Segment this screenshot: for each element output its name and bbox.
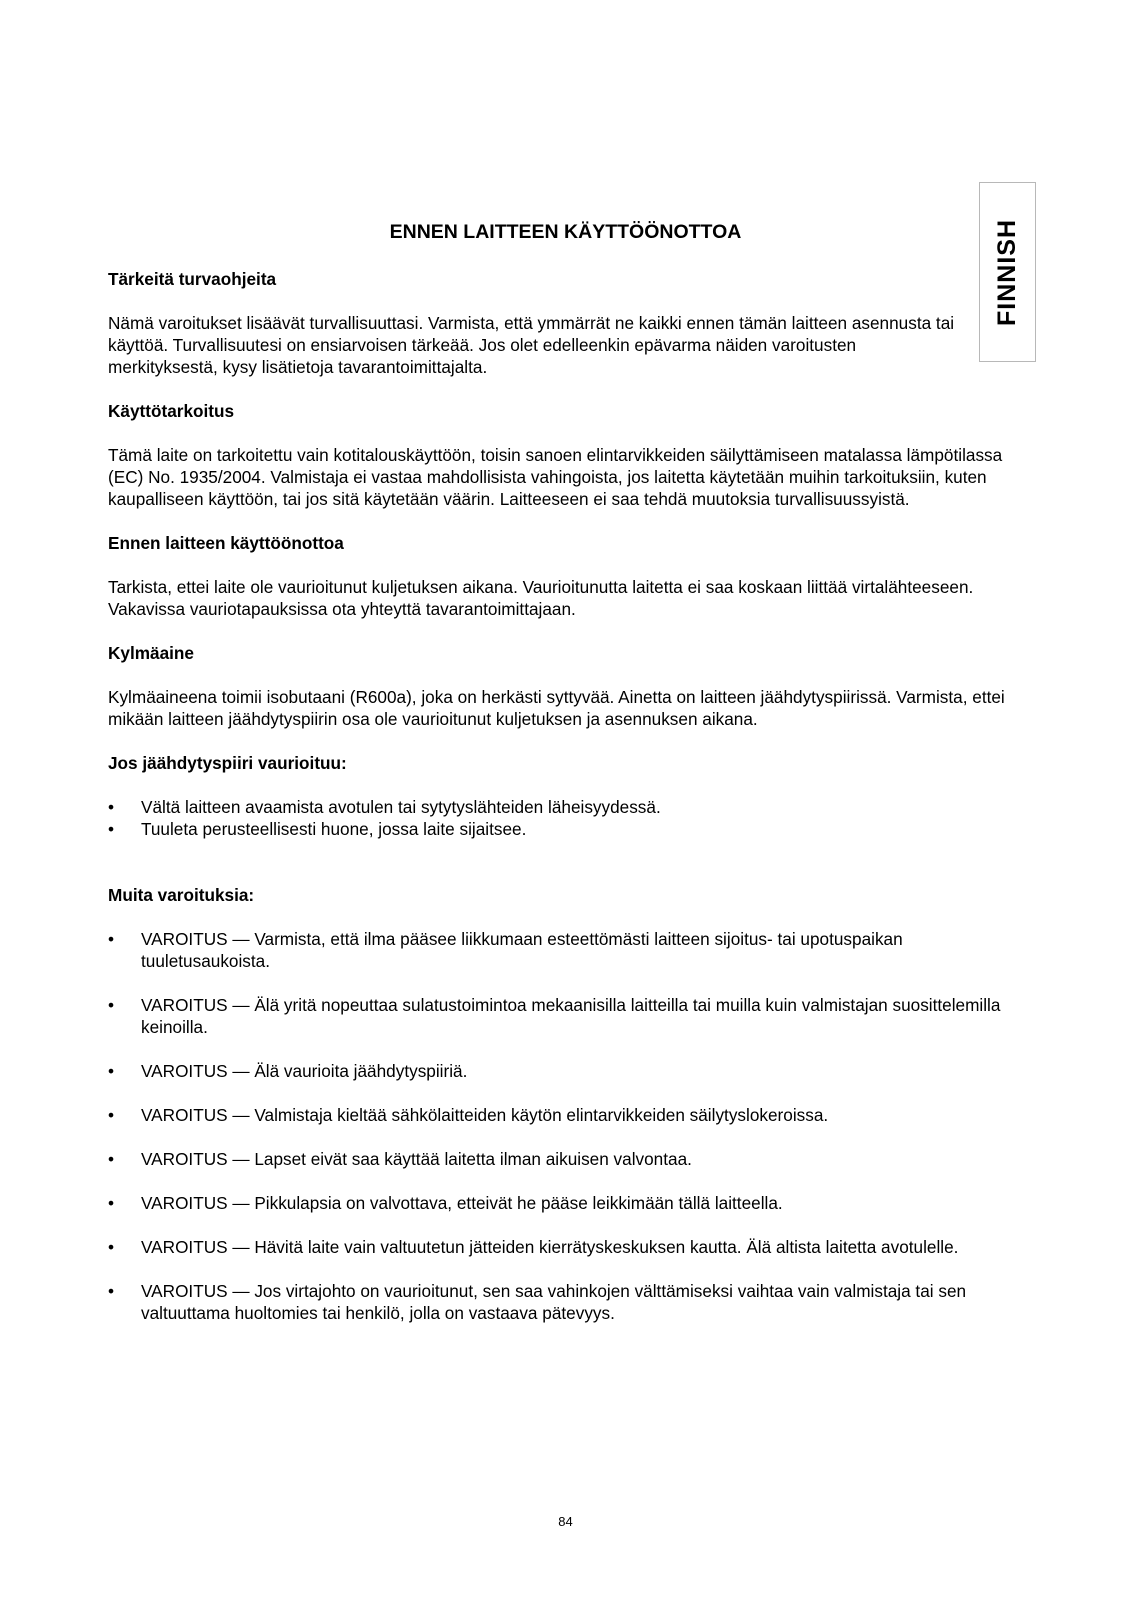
section-heading-safety: Tärkeitä turvaohjeita xyxy=(108,269,277,289)
section-text-safety: Nämä varoitukset lisäävät turvallisuuttasi. Varmista, että ymmärrät ne kaikki ennen tämän laitteen asennusta tai käyttöä. Turvallisuutesi on ensiarvoisen tärkeää. Jos olet edelleenkin epävarma näiden varoitusten merkityksestä, kysy lisätietoja tavarantoimittajalta. xyxy=(108,313,955,377)
warnings-list xyxy=(108,928,1028,1324)
page-title: ENNEN LAITTEEN KÄYTTÖÖNOTTOA xyxy=(389,221,742,243)
list-item: • VAROITUS — Pikkulapsia on valvottava, etteivät he pääse leikkimään tällä laitteella. xyxy=(108,1192,1028,1214)
section-text-purpose: Tämä laite on tarkoitettu vain kotitalouskäyttöön, toisin sanoen elintarvikkeiden säilyttämiseen matalassa lämpötilassa (EC) No. 1935/2004. Valmistaja ei vastaa mahdollisista vahingoista, jos laitetta käytetään muihin tarkoituksiin, kuten kaupalliseen käyttöön, tai jos sitä käytetään väärin. Laitteeseen ei saa tehdä muutoksia turvallisuussyistä. xyxy=(108,445,1003,509)
list-item: • VAROITUS — Älä vaurioita jäähdytyspiiriä. xyxy=(108,1060,1028,1082)
list-item: • VAROITUS — Lapset eivät saa käyttää laitetta ilman aikuisen valvontaa. xyxy=(108,1148,1028,1170)
list-item: • Tuuleta perusteellisesti huone, jossa laite sijaitsee. xyxy=(108,818,1028,840)
section-heading-refrigerant: Kylmäaine xyxy=(108,643,194,663)
section-text-before-use: Tarkista, ettei laite ole vaurioitunut kuljetuksen aikana. Vaurioitunutta laitetta ei saa koskaan liittää virtalähteeseen. Vakavissa vauriotapauksissa ota yhteyttä tavarantoimittajaan. xyxy=(108,577,974,619)
list-item: • Vältä laitteen avaamista avotulen tai sytytyslähteiden läheisyydessä. xyxy=(108,796,1028,818)
section-text-refrigerant: Kylmäaineena toimii isobutaani (R600a), joka on herkästi syttyvää. Ainetta on laitteen jäähdytyspiirissä. Varmista, ettei mikään laitteen jäähdytyspiirin osa ole vaurioitunut kuljetuksen ja asennuksen aikana. xyxy=(108,687,1005,729)
list-item: • VAROITUS — Hävitä laite vain valtuutetun jätteiden kierrätyskeskuksen kautta. Älä altista laitetta avotulelle. xyxy=(108,1236,1028,1258)
list-item: • VAROITUS — Jos virtajohto on vaurioitunut, sen saa vahinkojen välttämiseksi vaihtaa vain valmistaja tai sen valtuuttama huoltomies tai henkilö, jolla on vastaava pätevyys. xyxy=(108,1280,1028,1324)
section-heading-other-warnings: Muita varoituksia: xyxy=(108,885,255,905)
circuit-damage-list xyxy=(108,796,1028,840)
section-heading-before-use: Ennen laitteen käyttöönottoa xyxy=(108,533,344,553)
list-item: • VAROITUS — Älä yritä nopeuttaa sulatustoimintoa mekaanisilla laitteilla tai muilla kuin valmistajan suosittelemilla keinoilla. xyxy=(108,994,1028,1038)
list-item: • VAROITUS — Varmista, että ilma pääsee liikkumaan esteettömästi laitteen sijoitus- tai upotuspaikan tuuletusaukoista. xyxy=(108,928,1028,972)
document-body xyxy=(108,268,1028,1346)
section-heading-circuit-damage: Jos jäähdytyspiiri vaurioituu: xyxy=(108,753,347,773)
page-number: 84 xyxy=(558,1514,573,1529)
language-tab-label: FINNISH xyxy=(993,218,1021,326)
section-heading-purpose: Käyttötarkoitus xyxy=(108,401,235,421)
list-item: • VAROITUS — Valmistaja kieltää sähkölaitteiden käytön elintarvikkeiden säilytyslokeroissa. xyxy=(108,1104,1028,1126)
